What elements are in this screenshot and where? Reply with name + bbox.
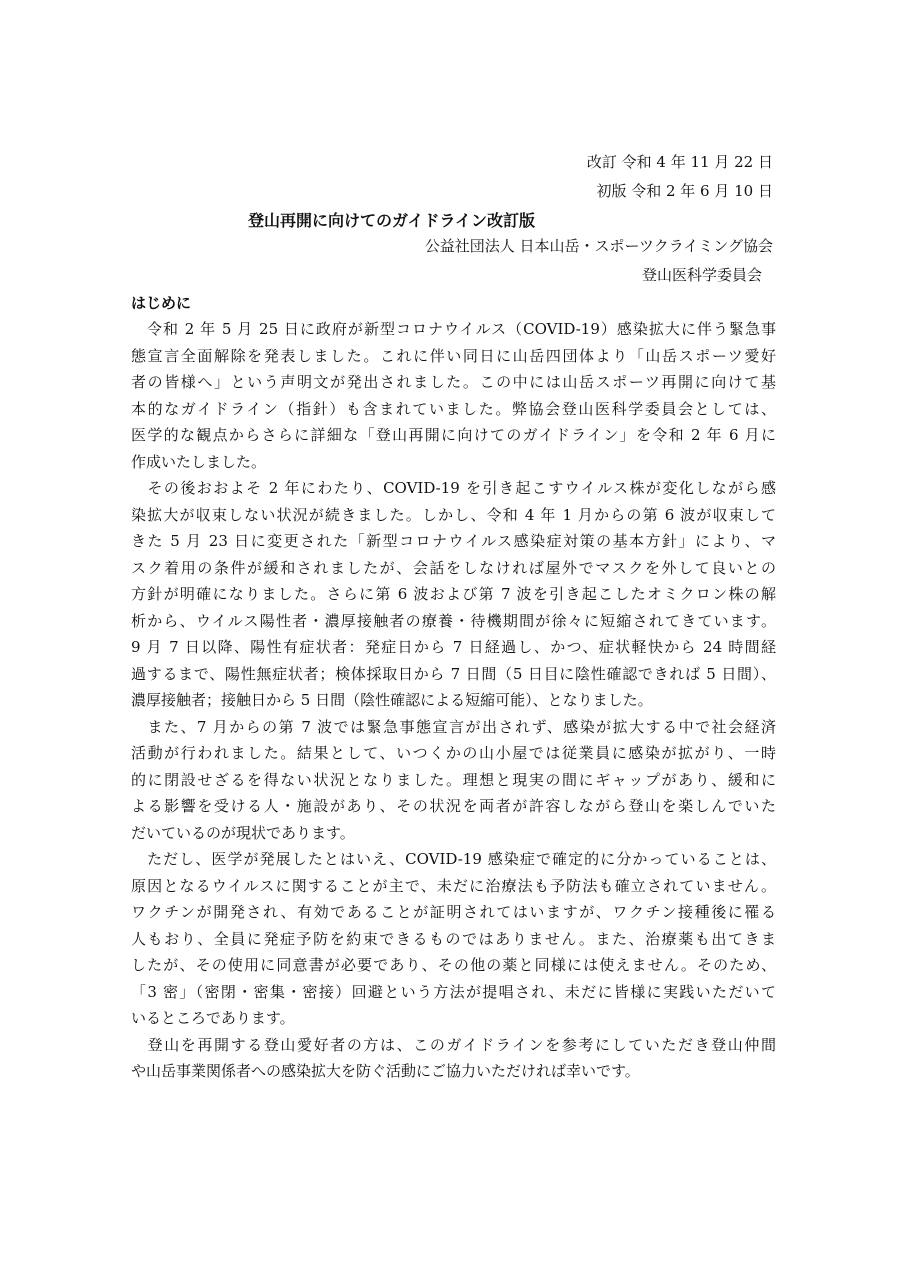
paragraph-line: 者の皆様へ」という声明文が発出されました。この中には山岳スポーツ再開に向けて基 bbox=[131, 373, 776, 391]
paragraph-line: だいているのが現状であります。 bbox=[131, 823, 355, 842]
paragraph-line: ただし、医学が発展したとはいえ、COVID-19 感染症で確定的に分かっていることは、 bbox=[131, 850, 776, 868]
paragraph-line: 析から、ウイルス陽性者・濃厚接触者の療養・待機期間が徐々に短縮されてきています。 bbox=[131, 611, 776, 630]
paragraph-line: 「3 密」（密閉・密集・密接）回避という方法が提唱され、未だに皆様に実践いただいて bbox=[131, 982, 776, 1001]
paragraph-line: 本的なガイドライン（指針）も含まれていました。弊協会登山医科学委員会としては、 bbox=[131, 399, 776, 418]
paragraph-line: スク着用の条件が緩和されましたが、会話をしなければ屋外でマスクを外して良いとの bbox=[131, 558, 776, 577]
paragraph-line: や山岳事業関係者への感染拡大を防ぐ活動にご協力いただければ幸いです。 bbox=[131, 1062, 640, 1080]
paragraph-line: 令和 2 年 5 月 25 日に政府が新型コロナウイルス（COVID-19）感染拡大に伴う緊急事 bbox=[131, 320, 776, 338]
paragraph-line: その後おおよそ 2 年にわたり、COVID-19 を引き起こすウイルス株が変化しながら感 bbox=[131, 479, 776, 497]
paragraph-line: 9 月 7 日以降、陽性有症状者：発症日から 7 日経過し、かつ、症状軽快から 24 時間経 bbox=[131, 638, 776, 656]
paragraph-line: 原因となるウイルスに関することが主で、未だに治療法も予防法も確立されていません。 bbox=[131, 876, 776, 895]
paragraph-line: 方針が明確になりました。さらに第 6 波および第 7 波を引き起こしたオミクロン株の解 bbox=[131, 585, 776, 603]
paragraph bbox=[131, 475, 776, 714]
paragraph-line: 的に閉設せざるを得ない状況となりました。理想と現実の間にギャップがあり、緩和に bbox=[131, 770, 776, 789]
committee-name: 登山医科学委員会 bbox=[641, 266, 762, 284]
paragraph bbox=[131, 316, 776, 475]
paragraph-line: いるところであります。 bbox=[131, 1009, 295, 1027]
paragraph-line: 態宣言全面解除を発表しました。これに伴い同日に山岳四団体より「山岳スポーツ愛好 bbox=[131, 346, 776, 365]
paragraph-line: 染拡大が収束しない状況が続きました。しかし、令和 4 年 1 月からの第 6 波が収束して bbox=[131, 505, 776, 524]
document-body bbox=[131, 316, 776, 1085]
paragraph-line: きた 5 月 23 日に変更された「新型コロナウイルス感染症対策の基本方針」により、マ bbox=[131, 532, 776, 550]
paragraph bbox=[131, 1032, 776, 1085]
paragraph-line: 活動が行われました。結果として、いつくかの山小屋では従業員に感染が拡がり、一時 bbox=[131, 744, 776, 762]
revision-date: 改訂 令和 4 年 11 月 22 日 bbox=[586, 153, 773, 171]
paragraph-line: 濃厚接触者；接触日から 5 日間（陰性確認による短縮可能）、となりました。 bbox=[131, 691, 653, 709]
paragraph-line: また、7 月からの第 7 波では緊急事態宣言が出されず、感染が拡大する中で社会経済 bbox=[131, 717, 776, 736]
paragraph-line: 作成いたしました。 bbox=[131, 452, 267, 471]
paragraph-line: よる影響を受ける人・施設があり、その状況を両者が許容しながら登山を楽しんでいた bbox=[131, 797, 776, 815]
document-title: 登山再開に向けてのガイドライン改訂版 bbox=[248, 211, 536, 230]
paragraph bbox=[131, 846, 776, 1032]
paragraph-line: 登山を再開する登山愛好者の方は、このガイドラインを参考にしていただき登山仲間 bbox=[131, 1035, 776, 1054]
first-edition-date: 初版 令和 2 年 6 月 10 日 bbox=[596, 182, 773, 200]
paragraph-line: 過するまで、陽性無症状者；検体採取日から 7 日間（5 日目に陰性確認できれば 5 日間）、 bbox=[131, 664, 776, 683]
paragraph-line: したが、その使用に同意書が必要であり、その他の薬と同様には使えません。そのため、 bbox=[131, 956, 776, 974]
paragraph-line: ワクチンが開発され、有効であることが証明されてはいますが、ワクチン接種後に罹る bbox=[131, 903, 776, 921]
organization-name: 公益社団法人 日本山岳・スポーツクライミング協会 bbox=[424, 237, 773, 255]
intro-heading: はじめに bbox=[131, 294, 192, 312]
paragraph bbox=[131, 714, 776, 847]
paragraph-line: 人もおり、全員に発症予防を約束できるものではありません。また、治療薬も出てきま bbox=[131, 929, 776, 948]
paragraph-line: 医学的な観点からさらに詳細な「登山再開に向けてのガイドライン」を令和 2 年 6 月に bbox=[131, 426, 776, 444]
